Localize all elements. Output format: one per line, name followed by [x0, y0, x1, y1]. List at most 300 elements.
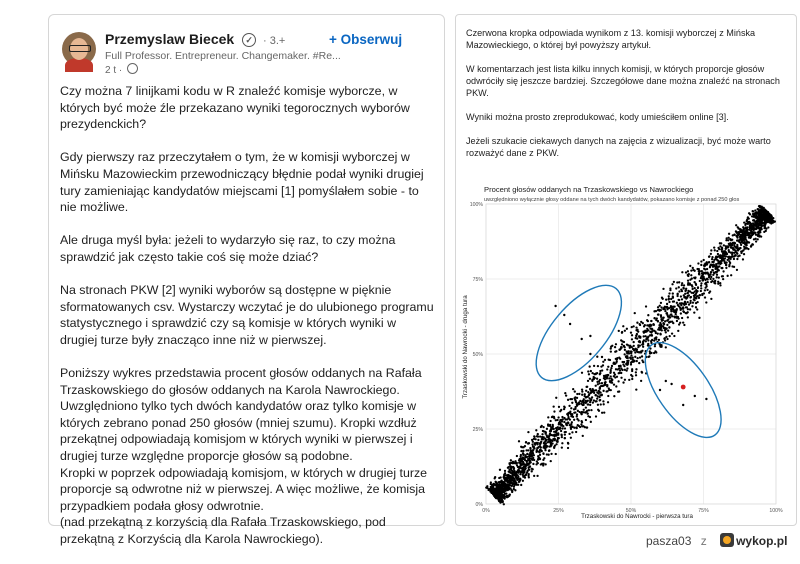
- scatter-point: [609, 359, 611, 361]
- scatter-point: [585, 400, 587, 402]
- scatter-point: [632, 325, 634, 327]
- scatter-point: [631, 375, 633, 377]
- scatter-point: [525, 456, 527, 458]
- scatter-point: [626, 370, 628, 372]
- wykop-logo[interactable]: [720, 533, 787, 548]
- scatter-point: [689, 279, 691, 281]
- scatter-point: [630, 332, 632, 334]
- scatter-point: [647, 343, 649, 345]
- scatter-point: [753, 223, 755, 225]
- scatter-point: [750, 226, 752, 228]
- scatter-point: [503, 503, 505, 505]
- scatter-point: [595, 389, 597, 391]
- scatter-point: [493, 483, 495, 485]
- scatter-point: [692, 269, 694, 271]
- scatter-point: [761, 222, 763, 224]
- scatter-point: [485, 486, 487, 488]
- scatter-point: [535, 429, 537, 431]
- scatter-point: [595, 415, 597, 417]
- scatter-point: [668, 298, 670, 300]
- scatter-point: [710, 276, 712, 278]
- site-name: wykop.pl: [736, 534, 788, 548]
- scatter-point: [610, 347, 612, 349]
- scatter-point: [567, 442, 569, 444]
- scatter-point: [710, 281, 712, 283]
- post-body: [60, 83, 436, 564]
- scatter-point: [503, 489, 505, 491]
- scatter-point: [551, 416, 553, 418]
- scatter-point: [577, 410, 579, 412]
- scatter-point: [602, 384, 604, 386]
- scatter-point: [549, 425, 551, 427]
- scatter-point: [659, 305, 661, 307]
- scatter-point: [714, 268, 716, 270]
- scatter-point: [755, 240, 757, 242]
- y-tick-label: 100%: [469, 202, 483, 208]
- scatter-point: [534, 444, 536, 446]
- scatter-point: [696, 308, 698, 310]
- scatter-point: [722, 270, 724, 272]
- scatter-point: [646, 328, 648, 330]
- scatter-point: [641, 355, 643, 357]
- scatter-point: [518, 470, 520, 472]
- scatter-point: [678, 290, 680, 292]
- scatter-point: [773, 221, 775, 223]
- scatter-point: [547, 436, 549, 438]
- author-name[interactable]: Przemyslaw Biecek: [105, 31, 235, 47]
- scatter-point: [614, 351, 616, 353]
- scatter-point: [589, 365, 591, 367]
- scatter-point: [640, 321, 642, 323]
- scatter-point: [672, 296, 674, 298]
- scatter-point: [743, 228, 745, 230]
- scatter-point: [631, 368, 633, 370]
- scatter-point: [687, 280, 689, 282]
- scatter-point: [558, 423, 560, 425]
- scatter-point: [571, 431, 573, 433]
- y-tick-label: 75%: [472, 277, 483, 283]
- scatter-point: [606, 384, 608, 386]
- scatter-point: [610, 389, 612, 391]
- scatter-point: [693, 277, 695, 279]
- scatter-point: [528, 468, 530, 470]
- scatter-point: [618, 330, 620, 332]
- scatter-point: [512, 476, 514, 478]
- scatter-point: [694, 287, 696, 289]
- scatter-point: [520, 484, 522, 486]
- scatter-point: [723, 260, 725, 262]
- scatter-point: [511, 472, 513, 474]
- scatter-point: [524, 445, 526, 447]
- scatter-point: [732, 234, 734, 236]
- scatter-point: [527, 463, 529, 465]
- scatter-point: [531, 439, 533, 441]
- author-headline: Full Professor. Entrepreneur. Changemaker. #Re...: [105, 50, 341, 62]
- scatter-point: [662, 325, 664, 327]
- scatter-point: [522, 467, 524, 469]
- scatter-point: [610, 350, 612, 352]
- scatter-point: [570, 407, 572, 409]
- x-tick-label: 25%: [553, 508, 564, 514]
- scatter-point: [555, 453, 557, 455]
- scatter-point: [599, 391, 601, 393]
- outlier-point: [601, 356, 603, 358]
- scatter-point: [578, 393, 580, 395]
- scatter-point: [624, 353, 626, 355]
- scatter-point: [684, 296, 686, 298]
- scatter-point: [607, 401, 609, 403]
- scatter-point: [666, 324, 668, 326]
- y-tick-label: 0%: [475, 502, 483, 508]
- scatter-point: [532, 449, 534, 451]
- scatter-point: [649, 331, 651, 333]
- scatter-point: [525, 441, 527, 443]
- scatter-point: [570, 437, 572, 439]
- post-header: [49, 15, 444, 85]
- scatter-point: [569, 398, 571, 400]
- scatter-point: [603, 403, 605, 405]
- scatter-point: [744, 238, 746, 240]
- scatter-point: [609, 372, 611, 374]
- scatter-point: [693, 311, 695, 313]
- scatter-point: [515, 462, 517, 464]
- scatter-point: [546, 445, 548, 447]
- scatter-point: [710, 271, 712, 273]
- scatter-point: [497, 489, 499, 491]
- scatter-point: [642, 346, 644, 348]
- scatter-point: [700, 290, 702, 292]
- scatter-point: [572, 388, 574, 390]
- scatter-point: [587, 400, 589, 402]
- scatter-point: [711, 258, 713, 260]
- scatter-point: [620, 339, 622, 341]
- scatter-point: [557, 434, 559, 436]
- scatter-point: [601, 394, 603, 396]
- scatter-point: [719, 282, 721, 284]
- scatter-point: [559, 410, 561, 412]
- chart-title: Procent głosów oddanych na Trzaskowskiego vs Nawrockiego: [484, 185, 694, 194]
- scatter-point: [645, 305, 647, 307]
- scatter-point: [555, 443, 557, 445]
- scatter-point: [527, 475, 529, 477]
- x-axis-label: Trzaskowski do Nawrocki - pierwsza tura: [581, 513, 693, 520]
- scatter-point: [716, 276, 718, 278]
- scatter-point: [501, 496, 503, 498]
- scatter-point: [510, 459, 512, 461]
- scatter-point: [591, 390, 593, 392]
- scatter-point: [626, 350, 628, 352]
- scatter-point: [759, 227, 761, 229]
- scatter-point: [757, 232, 759, 234]
- scatter-point: [504, 470, 506, 472]
- scatter-point: [573, 412, 575, 414]
- scatter-point: [597, 383, 599, 385]
- scatter-point: [633, 345, 635, 347]
- scatter-point: [560, 430, 562, 432]
- scatter-point: [524, 464, 526, 466]
- author-name-row[interactable]: [105, 31, 285, 47]
- scatter-point: [537, 433, 539, 435]
- scatter-point: [723, 244, 725, 246]
- plot-area: [470, 202, 783, 514]
- scatter-point: [513, 486, 515, 488]
- scatter-point: [714, 282, 716, 284]
- scatter-point: [752, 216, 754, 218]
- scatter-point: [558, 437, 560, 439]
- scatter-point: [564, 392, 566, 394]
- scatter-point: [639, 336, 641, 338]
- scatter-point: [499, 469, 501, 471]
- footer-user[interactable]: pasza03: [646, 534, 692, 548]
- scatter-point: [661, 297, 663, 299]
- scatter-point: [539, 435, 541, 437]
- scatter-point: [711, 269, 713, 271]
- scatter-point: [678, 299, 680, 301]
- scatter-point: [561, 416, 563, 418]
- scatter-chart: [456, 180, 796, 525]
- scatter-point: [721, 267, 723, 269]
- scatter-point: [702, 279, 704, 281]
- scatter-point: [543, 457, 545, 459]
- outlier-point: [694, 395, 696, 397]
- scatter-point: [520, 446, 522, 448]
- scatter-point: [720, 262, 722, 264]
- scatter-point: [643, 335, 645, 337]
- scatter-point: [688, 303, 690, 305]
- scatter-point: [498, 487, 500, 489]
- scatter-point: [596, 398, 598, 400]
- scatter-point: [740, 244, 742, 246]
- scatter-point: [703, 259, 705, 261]
- scatter-point: [618, 356, 620, 358]
- scatter-point: [700, 287, 702, 289]
- scatter-point: [522, 456, 524, 458]
- footer-separator: z: [700, 534, 707, 548]
- scatter-point: [549, 439, 551, 441]
- scatter-point: [668, 292, 670, 294]
- scatter-point: [678, 305, 680, 307]
- scatter-point: [539, 443, 541, 445]
- scatter-point: [673, 281, 675, 283]
- scatter-point: [765, 228, 767, 230]
- scatter-point: [500, 500, 502, 502]
- scatter-point: [528, 453, 530, 455]
- scatter-point: [613, 372, 615, 374]
- scatter-point: [695, 306, 697, 308]
- scatter-point: [746, 220, 748, 222]
- scatter-point: [590, 421, 592, 423]
- scatter-point: [700, 264, 702, 266]
- scatter-point: [590, 392, 592, 394]
- outlier-point: [682, 404, 684, 406]
- scatter-point: [585, 402, 587, 404]
- scatter-point: [567, 413, 569, 415]
- scatter-point: [748, 212, 750, 214]
- scatter-point: [517, 477, 519, 479]
- scatter-point: [714, 249, 716, 251]
- scatter-point: [736, 244, 738, 246]
- scatter-point: [527, 431, 529, 433]
- scatter-point: [575, 400, 577, 402]
- scatter-point: [649, 347, 651, 349]
- scatter-point: [665, 346, 667, 348]
- scatter-point: [508, 468, 510, 470]
- scatter-point: [555, 397, 557, 399]
- scatter-point: [587, 391, 589, 393]
- scatter-point: [581, 413, 583, 415]
- scatter-point: [582, 400, 584, 402]
- scatter-point: [531, 470, 533, 472]
- scatter-point: [696, 290, 698, 292]
- scatter-point: [731, 265, 733, 267]
- scatter-point: [490, 486, 492, 488]
- y-tick-label: 50%: [472, 352, 483, 358]
- scatter-point: [604, 359, 606, 361]
- scatter-point: [699, 294, 701, 296]
- scatter-point: [542, 447, 544, 449]
- scatter-point: [603, 376, 605, 378]
- scatter-point: [522, 470, 524, 472]
- outlier-point: [581, 338, 583, 340]
- outlier-point: [563, 314, 565, 316]
- scatter-point: [758, 220, 760, 222]
- scatter-point: [653, 352, 655, 354]
- scatter-point: [517, 484, 519, 486]
- scatter-point: [610, 378, 612, 380]
- scatter-point: [543, 430, 545, 432]
- scatter-point: [716, 250, 718, 252]
- scatter-point: [533, 446, 535, 448]
- scatter-point: [708, 292, 710, 294]
- scatter-point: [526, 472, 528, 474]
- scatter-point: [537, 458, 539, 460]
- scatter-point: [541, 433, 543, 435]
- scatter-point: [710, 253, 712, 255]
- scatter-point: [635, 374, 637, 376]
- scatter-point: [720, 242, 722, 244]
- scatter-point: [741, 250, 743, 252]
- scatter-point: [690, 300, 692, 302]
- scatter-point: [564, 406, 566, 408]
- scatter-point: [601, 412, 603, 414]
- scatter-point: [735, 246, 737, 248]
- scatter-point: [684, 301, 686, 303]
- scatter-point: [553, 410, 555, 412]
- post-paragraph: Gdy pierwszy raz przeczytałem o tym, że w komisji wyborczej w Mińsku Mazowieckim przewodniczący błędnie podał wyniki drugiej tury zamieniając kandydatów miejscami [1] pomyślałem sobie - to nie możliwe.: [60, 150, 424, 215]
- scatter-point: [561, 442, 563, 444]
- scatter-point: [682, 321, 684, 323]
- scatter-point: [536, 460, 538, 462]
- scatter-point: [752, 210, 754, 212]
- scatter-point: [587, 380, 589, 382]
- scatter-point: [545, 463, 547, 465]
- scatter-point: [687, 308, 689, 310]
- scatter-point: [685, 271, 687, 273]
- scatter-point: [760, 206, 762, 208]
- author-avatar[interactable]: [62, 32, 96, 66]
- scatter-point: [722, 255, 724, 257]
- scatter-point: [757, 238, 759, 240]
- scatter-point: [529, 448, 531, 450]
- scatter-point: [644, 324, 646, 326]
- scatter-point: [540, 463, 542, 465]
- scatter-point: [494, 496, 496, 498]
- scatter-point: [533, 459, 535, 461]
- scatter-point: [736, 239, 738, 241]
- scatter-point: [756, 227, 758, 229]
- follow-button[interactable]: + Obserwuj: [329, 32, 403, 47]
- scatter-point: [696, 301, 698, 303]
- scatter-point: [673, 300, 675, 302]
- scatter-point: [654, 345, 656, 347]
- scatter-point: [506, 488, 508, 490]
- scatter-point: [621, 331, 623, 333]
- scatter-point: [591, 396, 593, 398]
- scatter-point: [700, 285, 702, 287]
- scatter-point: [585, 419, 587, 421]
- scatter-point: [671, 283, 673, 285]
- scatter-point: [726, 246, 728, 248]
- scatter-point: [526, 453, 528, 455]
- scatter-point: [681, 271, 683, 273]
- scatter-point: [654, 330, 656, 332]
- scatter-point: [620, 377, 622, 379]
- scatter-point: [657, 309, 659, 311]
- outlier-point: [569, 323, 571, 325]
- scatter-point: [596, 381, 598, 383]
- scatter-point: [569, 424, 571, 426]
- scatter-point: [545, 439, 547, 441]
- scatter-point: [627, 360, 629, 362]
- scatter-point: [671, 332, 673, 334]
- scatter-point: [737, 248, 739, 250]
- scatter-point: [676, 302, 678, 304]
- scatter-point: [558, 406, 560, 408]
- scatter-point: [548, 449, 550, 451]
- scatter-point: [740, 230, 742, 232]
- scatter-point: [607, 395, 609, 397]
- scatter-point: [659, 322, 661, 324]
- scatter-point: [630, 361, 632, 363]
- scatter-point: [522, 450, 524, 452]
- scatter-point: [597, 404, 599, 406]
- scatter-point: [541, 436, 543, 438]
- scatter-point: [623, 365, 625, 367]
- scatter-point: [741, 239, 743, 241]
- scatter-point: [516, 464, 518, 466]
- scatter-point: [532, 452, 534, 454]
- scatter-point: [665, 306, 667, 308]
- scatter-point: [665, 327, 667, 329]
- scatter-point: [616, 358, 618, 360]
- y-axis-label: Trzaskowski do Nawrocki - druga tura: [462, 295, 469, 399]
- scatter-point: [526, 461, 528, 463]
- scatter-point: [699, 280, 701, 282]
- scatter-point: [725, 264, 727, 266]
- scatter-point: [707, 278, 709, 280]
- scatter-point: [578, 403, 580, 405]
- scatter-point: [581, 390, 583, 392]
- scatter-point: [581, 421, 583, 423]
- scatter-point: [672, 310, 674, 312]
- scatter-point: [750, 245, 752, 247]
- scatter-point: [642, 340, 644, 342]
- post-paragraph: Poniższy wykres przedstawia procent głosów oddanych na Rafała Trzaskowskiego do głosów oddanych na Karola Nawrockiego. Uwzględniono tylko tych dwóch kandydatów oraz tylko komisje w których zebrano ponad 250 głosów (mniej szumu). Kropki wzdłuż przekątnej odpowiadają komisjom w których wyniki w pierwszej i drugiej turze względne proporcje głosów są podobne. Kropki w poprzek odpowiadają komisjom, w których w drugiej turze proporcje są odwrotne niż w pierwszej. A więc możliwe, że komisja przypadkiem podała głosy odwrotnie. (nad przekątną z korzyścią dla Rafała Trzaskowskiego, pod przekątną z Korzyścią dla Karola Nawrockiego).: [60, 366, 428, 547]
- scatter-point: [681, 290, 683, 292]
- scatter-point: [613, 384, 615, 386]
- scatter-point: [697, 262, 699, 264]
- scatter-point: [668, 301, 670, 303]
